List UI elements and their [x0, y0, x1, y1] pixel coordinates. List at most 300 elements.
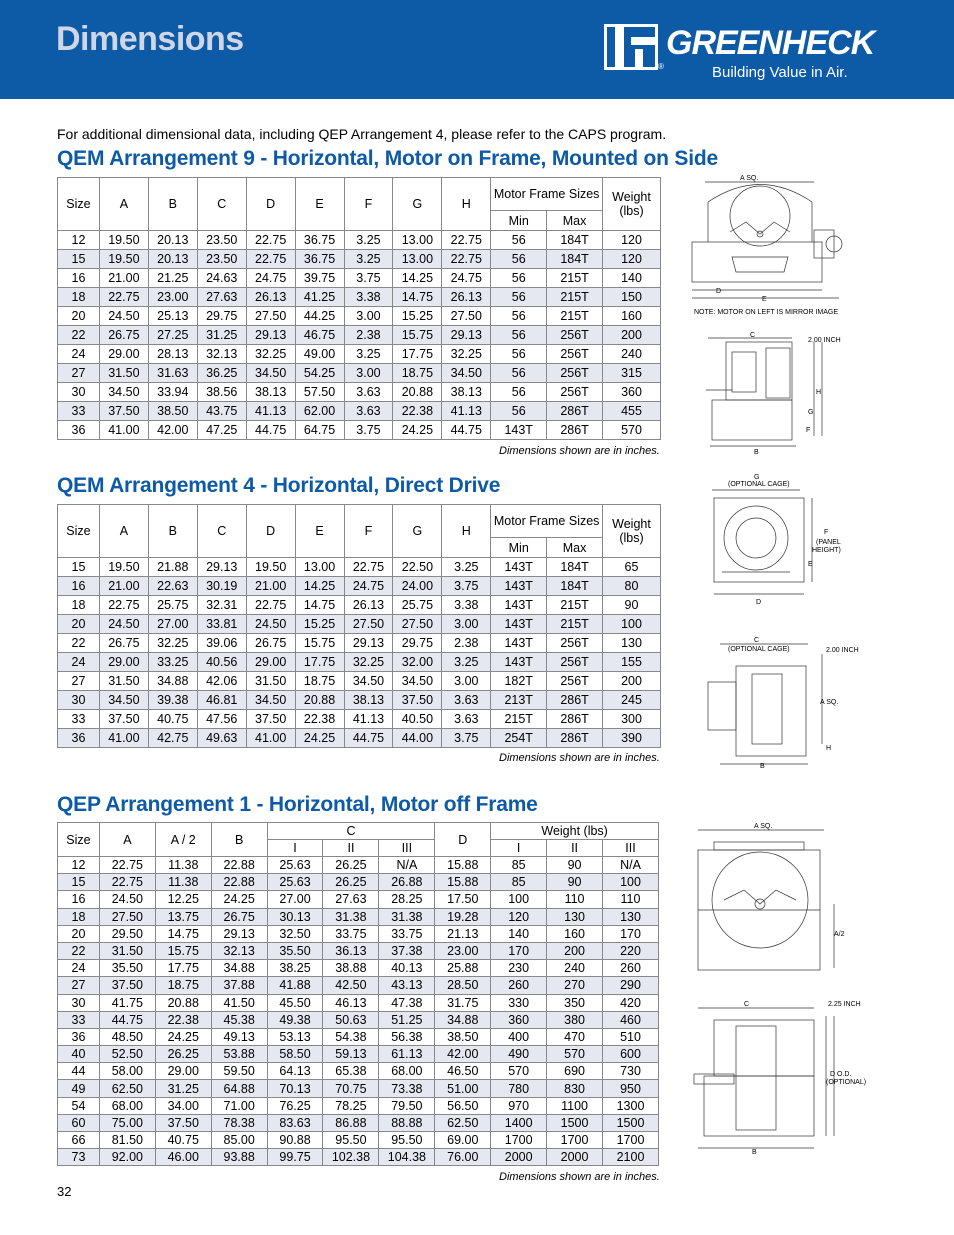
- diagram1-note: NOTE: MOTOR ON LEFT IS MIRROR IMAGE: [694, 309, 839, 316]
- table-cell: 32.25: [344, 653, 393, 672]
- table-cell: 24.75: [442, 269, 491, 288]
- table-cell: 16: [58, 891, 100, 908]
- table-cell: 24: [58, 653, 100, 672]
- table-cell: 455: [603, 402, 661, 421]
- table-cell: 17.75: [295, 653, 344, 672]
- table-cell: 41.13: [442, 402, 491, 421]
- table-cell: 29.00: [99, 345, 148, 364]
- table-cell: 240: [547, 960, 603, 977]
- table-cell: 21.00: [246, 577, 295, 596]
- table-cell: 20: [58, 307, 100, 326]
- table-cell: 69.00: [435, 1132, 491, 1149]
- table-cell: 85: [491, 857, 547, 874]
- table-cell: 3.25: [442, 558, 491, 577]
- table-cell: 143T: [491, 421, 547, 440]
- table-cell: 3.75: [442, 577, 491, 596]
- table-cell: 41.00: [246, 729, 295, 748]
- table-cell: 26.75: [246, 634, 295, 653]
- table-cell: 31.75: [435, 994, 491, 1011]
- table-cell: 18: [58, 288, 100, 307]
- table-row: [58, 615, 661, 634]
- table-cell: 25.63: [267, 874, 323, 891]
- table-cell: 25.13: [148, 307, 197, 326]
- table-cell: 33: [58, 1011, 100, 1028]
- page-number: 32: [57, 1184, 72, 1199]
- table-cell: 22.75: [246, 596, 295, 615]
- diagram3-g-sub: (OPTIONAL CAGE): [728, 481, 790, 488]
- table-cell: 40.75: [148, 710, 197, 729]
- table-cell: 182T: [491, 672, 547, 691]
- table-cell: 22.38: [295, 710, 344, 729]
- table-cell: 3.00: [442, 615, 491, 634]
- table-cell: 110: [603, 891, 659, 908]
- table-cell: 15.25: [393, 307, 442, 326]
- table-cell: 36.13: [323, 942, 379, 959]
- table-cell: 22.75: [344, 558, 393, 577]
- table-cell: 3.00: [442, 672, 491, 691]
- header-max: Max: [547, 538, 603, 558]
- table-cell: 29.50: [99, 925, 155, 942]
- table-cell: 215T: [547, 269, 603, 288]
- table-cell: 47.38: [379, 994, 435, 1011]
- table-row: [58, 1063, 659, 1080]
- table-cell: 56: [491, 307, 547, 326]
- dimensions-note-2: Dimensions shown are in inches.: [499, 752, 660, 764]
- table-cell: 3.63: [442, 691, 491, 710]
- table-cell: 24.25: [393, 421, 442, 440]
- table-cell: 3.75: [442, 729, 491, 748]
- table-cell: 37.38: [379, 942, 435, 959]
- table-cell: 40.75: [155, 1132, 211, 1149]
- table-cell: 830: [547, 1080, 603, 1097]
- table-cell: 160: [547, 925, 603, 942]
- logo-name: GREENHECK: [666, 24, 875, 62]
- table-cell: 31.63: [148, 364, 197, 383]
- table-cell: 31.50: [99, 672, 148, 691]
- intro-text: For additional dimensional data, including QEP Arrangement 4, please refer to the CAPS program.: [57, 126, 667, 142]
- table-cell: 256T: [547, 383, 603, 402]
- table-cell: 11.38: [155, 857, 211, 874]
- table-cell: 56: [491, 326, 547, 345]
- table-cell: 29.00: [99, 653, 148, 672]
- table-cell: 155: [603, 653, 661, 672]
- header-weight-iii: III: [603, 840, 659, 857]
- header-f: F: [344, 505, 393, 558]
- table-cell: 215T: [491, 710, 547, 729]
- table-cell: 44.25: [295, 307, 344, 326]
- table-cell: 3.25: [344, 345, 393, 364]
- table-cell: N/A: [603, 857, 659, 874]
- table-cell: 42.00: [148, 421, 197, 440]
- table-cell: 31.38: [379, 908, 435, 925]
- table-cell: 99.75: [267, 1149, 323, 1166]
- table-cell: 39.75: [295, 269, 344, 288]
- table-cell: 37.88: [211, 977, 267, 994]
- table-cell: 42.00: [435, 1046, 491, 1063]
- table-cell: 40.56: [197, 653, 246, 672]
- table-cell: 24.25: [155, 1028, 211, 1045]
- table-cell: 79.50: [379, 1097, 435, 1114]
- table-cell: 19.28: [435, 908, 491, 925]
- table-cell: 43.13: [379, 977, 435, 994]
- table-cell: 56: [491, 269, 547, 288]
- table-cell: 12: [58, 857, 100, 874]
- table-cell: 1700: [547, 1132, 603, 1149]
- table-cell: 33.25: [148, 653, 197, 672]
- table-cell: 29.00: [246, 653, 295, 672]
- table-cell: 36: [58, 1028, 100, 1045]
- header-e: E: [295, 505, 344, 558]
- table-cell: 53.88: [211, 1046, 267, 1063]
- greenheck-mark-icon: [604, 24, 658, 70]
- table-cell: 2000: [547, 1149, 603, 1166]
- header-motor-frame: Motor Frame Sizes: [491, 505, 603, 538]
- logo-registered: ®: [658, 62, 664, 71]
- header-a: A: [99, 823, 155, 857]
- diagram2-f-label: F: [806, 427, 811, 434]
- table-cell: 22: [58, 326, 100, 345]
- table-cell: 460: [603, 1011, 659, 1028]
- table-row: [58, 729, 661, 748]
- table-cell: 34.50: [344, 672, 393, 691]
- table-cell: 24.50: [99, 307, 148, 326]
- table-cell: 3.63: [442, 710, 491, 729]
- table-cell: 130: [603, 634, 661, 653]
- table-cell: 15.75: [295, 634, 344, 653]
- table-cell: 26.13: [442, 288, 491, 307]
- table-cell: 15: [58, 250, 100, 269]
- table-cell: 13.75: [155, 908, 211, 925]
- table-cell: 16: [58, 269, 100, 288]
- table-cell: 28.13: [148, 345, 197, 364]
- table-cell: 34.88: [148, 672, 197, 691]
- table-cell: 76.00: [435, 1149, 491, 1166]
- table-cell: 92.00: [99, 1149, 155, 1166]
- header-c-ii: II: [323, 840, 379, 857]
- diagram4-inch-label: 2.00 INCH: [826, 647, 859, 654]
- table-cell: 30.13: [267, 908, 323, 925]
- table-cell: 104.38: [379, 1149, 435, 1166]
- table-cell: 970: [491, 1097, 547, 1114]
- table-cell: 22: [58, 942, 100, 959]
- diagram1-a-sq-label: A SQ.: [740, 175, 759, 182]
- table-cell: 28.25: [379, 891, 435, 908]
- table-cell: 3.25: [344, 250, 393, 269]
- diagram6-inch-label: 2.25 INCH: [828, 1001, 861, 1008]
- table-cell: 44.75: [99, 1011, 155, 1028]
- table-cell: 490: [491, 1046, 547, 1063]
- table-cell: 21.88: [148, 558, 197, 577]
- table-cell: 46.13: [323, 994, 379, 1011]
- table-cell: 270: [547, 977, 603, 994]
- diagram6-c-label: C: [744, 1001, 750, 1008]
- table-cell: 36: [58, 421, 100, 440]
- table-cell: 31.25: [155, 1080, 211, 1097]
- table-cell: 20.88: [155, 994, 211, 1011]
- table-cell: 80: [603, 577, 661, 596]
- table-cell: 44.75: [246, 421, 295, 440]
- table-cell: 66: [58, 1132, 100, 1149]
- table-cell: 41.00: [99, 421, 148, 440]
- table-cell: 24: [58, 960, 100, 977]
- table-cell: 286T: [547, 421, 603, 440]
- table-cell: 23.50: [197, 250, 246, 269]
- diagram3-g-label: G: [754, 474, 760, 481]
- table-cell: 21.00: [99, 577, 148, 596]
- table-cell: 42.75: [148, 729, 197, 748]
- table-cell: 17.75: [393, 345, 442, 364]
- qem-arr9-table: [57, 177, 661, 440]
- table-cell: 13.00: [295, 558, 344, 577]
- table-cell: 32.13: [197, 345, 246, 364]
- table-cell: 15: [58, 558, 100, 577]
- table-cell: 254T: [491, 729, 547, 748]
- table-cell: 260: [491, 977, 547, 994]
- table-cell: 20.13: [148, 231, 197, 250]
- table-cell: 20: [58, 925, 100, 942]
- table-cell: 213T: [491, 691, 547, 710]
- table-cell: 143T: [491, 577, 547, 596]
- table-cell: 22: [58, 634, 100, 653]
- table-row: [58, 307, 661, 326]
- table-cell: 54: [58, 1097, 100, 1114]
- table-cell: 38.25: [267, 960, 323, 977]
- table-cell: 11.38: [155, 874, 211, 891]
- table-cell: 36.25: [197, 364, 246, 383]
- header-weight-ii: II: [547, 840, 603, 857]
- table-cell: 20: [58, 615, 100, 634]
- table-row: [58, 874, 659, 891]
- table-cell: 95.50: [323, 1132, 379, 1149]
- table-cell: 120: [603, 231, 661, 250]
- qep-arr1-table: [57, 822, 659, 1166]
- header-size: Size: [58, 178, 100, 231]
- header-a-half: A / 2: [155, 823, 211, 857]
- table-cell: 26.88: [379, 874, 435, 891]
- table-cell: 2100: [603, 1149, 659, 1166]
- table-cell: 90: [603, 596, 661, 615]
- header-d: D: [246, 178, 295, 231]
- table-cell: 21.00: [99, 269, 148, 288]
- header-d: D: [435, 823, 491, 857]
- table-cell: 25.88: [435, 960, 491, 977]
- diagram3-f-label: F: [824, 529, 829, 536]
- table-cell: 47.56: [197, 710, 246, 729]
- header-max: Max: [547, 211, 603, 231]
- table-cell: 27: [58, 672, 100, 691]
- table-cell: 143T: [491, 615, 547, 634]
- table-cell: 26.25: [155, 1046, 211, 1063]
- table-cell: 56.50: [435, 1097, 491, 1114]
- table-cell: 256T: [547, 326, 603, 345]
- table-cell: 15.25: [295, 615, 344, 634]
- table-cell: 240: [603, 345, 661, 364]
- table-cell: 48.50: [99, 1028, 155, 1045]
- table-cell: 62.50: [99, 1080, 155, 1097]
- table-cell: 286T: [547, 402, 603, 421]
- section-title-qem-arr4: QEM Arrangement 4 - Horizontal, Direct Drive: [57, 474, 501, 497]
- table-cell: 15.75: [155, 942, 211, 959]
- table-cell: 143T: [491, 558, 547, 577]
- table-cell: 35.50: [267, 942, 323, 959]
- table-cell: 22.75: [99, 857, 155, 874]
- table-cell: 42.06: [197, 672, 246, 691]
- table-cell: 34.50: [442, 364, 491, 383]
- table-cell: 120: [603, 250, 661, 269]
- table-cell: 13.00: [393, 250, 442, 269]
- diagram4-c-sub: (OPTIONAL CAGE): [728, 646, 790, 653]
- diagram2-inch-label: 2.00 INCH: [808, 337, 841, 344]
- table-cell: 3.75: [344, 269, 393, 288]
- table-cell: 46.75: [295, 326, 344, 345]
- header-c-i: I: [267, 840, 323, 857]
- table-cell: 22.75: [442, 250, 491, 269]
- table-cell: 46.00: [155, 1149, 211, 1166]
- table-cell: 78.25: [323, 1097, 379, 1114]
- table-cell: 46.81: [197, 691, 246, 710]
- table-cell: 22.38: [155, 1011, 211, 1028]
- table-cell: 220: [603, 942, 659, 959]
- table-cell: 14.25: [295, 577, 344, 596]
- page-title: Dimensions: [56, 20, 244, 58]
- table-cell: 14.75: [295, 596, 344, 615]
- table-cell: 30.19: [197, 577, 246, 596]
- table-cell: 41.25: [295, 288, 344, 307]
- table-cell: 15.88: [435, 857, 491, 874]
- table-cell: 12.25: [155, 891, 211, 908]
- table-cell: 18: [58, 908, 100, 925]
- header-c: C: [267, 823, 435, 840]
- diagram6-d-od-label: D O.D.: [830, 1071, 852, 1078]
- table-cell: 780: [491, 1080, 547, 1097]
- table-cell: 44.00: [393, 729, 442, 748]
- table-cell: 380: [547, 1011, 603, 1028]
- table-cell: 37.50: [99, 710, 148, 729]
- table-row: [58, 960, 659, 977]
- table-cell: 19.50: [99, 231, 148, 250]
- table-cell: 22.75: [99, 874, 155, 891]
- table-cell: 140: [603, 269, 661, 288]
- table-cell: 26.25: [323, 874, 379, 891]
- table-cell: 690: [547, 1063, 603, 1080]
- diagram-qep-side: [684, 996, 867, 1158]
- table-cell: 42.50: [323, 977, 379, 994]
- table-cell: 100: [491, 891, 547, 908]
- table-cell: 360: [603, 383, 661, 402]
- table-cell: 12: [58, 231, 100, 250]
- table-cell: 27: [58, 977, 100, 994]
- table-cell: 31.50: [246, 672, 295, 691]
- table-cell: 2.38: [344, 326, 393, 345]
- table-cell: 16: [58, 577, 100, 596]
- table-cell: 27.25: [148, 326, 197, 345]
- table-cell: 34.50: [99, 383, 148, 402]
- header-b: B: [211, 823, 267, 857]
- table-cell: 56: [491, 383, 547, 402]
- table-cell: 286T: [547, 710, 603, 729]
- table-cell: 22.75: [246, 250, 295, 269]
- table-cell: 37.50: [246, 710, 295, 729]
- table-row: [58, 1046, 659, 1063]
- table-row: [58, 977, 659, 994]
- table-cell: 68.00: [379, 1063, 435, 1080]
- table-cell: 18: [58, 596, 100, 615]
- diagram-arr9-front: [684, 172, 854, 320]
- table-cell: 35.50: [99, 960, 155, 977]
- table-cell: 52.50: [99, 1046, 155, 1063]
- table-cell: 256T: [547, 653, 603, 672]
- table-cell: 14.25: [393, 269, 442, 288]
- table-row: [58, 908, 659, 925]
- table-cell: 17.50: [435, 891, 491, 908]
- table-cell: 88.88: [379, 1114, 435, 1131]
- table-cell: 56.38: [379, 1028, 435, 1045]
- table-row: [58, 326, 661, 345]
- diagram5-a-sq-label: A SQ.: [754, 823, 773, 830]
- table-cell: 1400: [491, 1114, 547, 1131]
- diagram2-h-label: H: [816, 389, 822, 396]
- table-row: [58, 596, 661, 615]
- header-motor-frame: Motor Frame Sizes: [491, 178, 603, 211]
- section-title-qem-arr9: QEM Arrangement 9 - Horizontal, Motor on Frame, Mounted on Side: [57, 147, 718, 170]
- table-cell: 3.25: [344, 231, 393, 250]
- table-cell: 51.25: [379, 1011, 435, 1028]
- table-cell: 730: [603, 1063, 659, 1080]
- table-cell: 19.50: [246, 558, 295, 577]
- table-cell: 32.00: [393, 653, 442, 672]
- table-cell: 143T: [491, 596, 547, 615]
- table-row: [58, 345, 661, 364]
- table-cell: 20.88: [393, 383, 442, 402]
- table-cell: 56: [491, 402, 547, 421]
- table-row: [58, 402, 661, 421]
- header-min: Min: [491, 211, 547, 231]
- table-cell: 29.75: [197, 307, 246, 326]
- table-cell: 54.38: [323, 1028, 379, 1045]
- table-cell: 184T: [547, 250, 603, 269]
- table-cell: 15: [58, 874, 100, 891]
- table-cell: 102.38: [323, 1149, 379, 1166]
- table-cell: 150: [603, 288, 661, 307]
- table-row: [58, 857, 659, 874]
- table-cell: 90: [547, 874, 603, 891]
- table-cell: 30: [58, 994, 100, 1011]
- table-cell: 49.13: [211, 1028, 267, 1045]
- logo-tagline: Building Value in Air.: [712, 64, 848, 81]
- table-cell: 26.75: [99, 634, 148, 653]
- table-cell: 34.88: [435, 1011, 491, 1028]
- diagram2-g-label: G: [808, 409, 814, 416]
- table-cell: 38.13: [344, 691, 393, 710]
- table-cell: 64.13: [267, 1063, 323, 1080]
- table-cell: 38.56: [197, 383, 246, 402]
- table-cell: 50.63: [323, 1011, 379, 1028]
- header-weight-i: I: [491, 840, 547, 857]
- table-cell: 27.50: [246, 307, 295, 326]
- table-cell: 31.50: [99, 942, 155, 959]
- table-cell: 70.13: [267, 1080, 323, 1097]
- table-cell: 27.63: [323, 891, 379, 908]
- table-cell: 140: [491, 925, 547, 942]
- table-cell: 38.50: [148, 402, 197, 421]
- table-cell: 56: [491, 345, 547, 364]
- table-cell: 68.00: [99, 1097, 155, 1114]
- table-cell: 30: [58, 691, 100, 710]
- table-cell: 36.75: [295, 231, 344, 250]
- table-cell: 286T: [547, 729, 603, 748]
- table-cell: 49.38: [267, 1011, 323, 1028]
- table-cell: 18.75: [295, 672, 344, 691]
